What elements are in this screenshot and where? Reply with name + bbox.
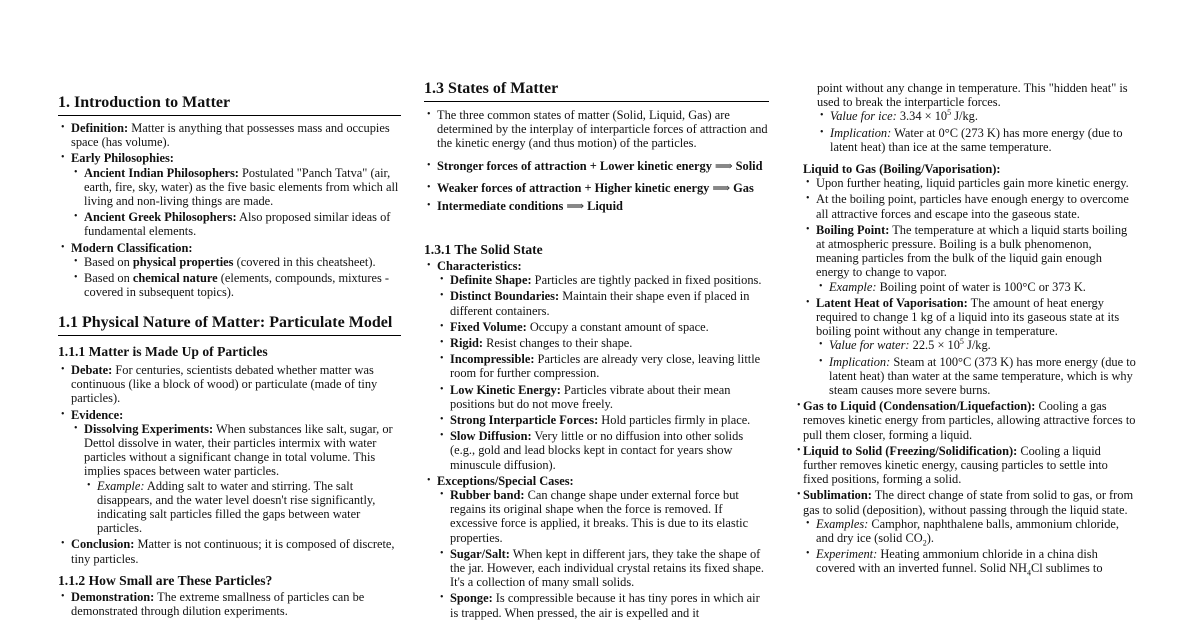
demonstration-label: Demonstration:: [71, 590, 155, 604]
example-label: Example:: [97, 478, 145, 493]
list-item: [58, 151, 401, 238]
indian-philosophers-text: Postulated "Panch Tatva" (air, earth, fire, sky, water) as the five basic elements from which all living and non-living things are made.: [84, 165, 399, 209]
list-item: [58, 408, 401, 536]
text: J/kg.: [951, 109, 978, 124]
text: Slow Diffusion:: [450, 429, 532, 444]
characteristics-label: Characteristics:: [437, 259, 522, 273]
section-heading-states-of-matter: 1.3 States of Matter: [424, 79, 769, 102]
greek-philosophers-label: Ancient Greek Philosophers:: [84, 210, 237, 225]
text: (elements, compounds, mixtures - covered in subsequent topics).: [84, 271, 390, 300]
list-item: [437, 547, 769, 590]
particles-list: [58, 363, 401, 568]
text: 3.34 × 10: [899, 109, 948, 124]
text: Cl sublimes to: [1030, 561, 1103, 576]
text: Stronger forces of attraction + Lower kinetic energy: [437, 158, 712, 173]
text: Cooling a gas removes kinetic energy from particles, allowing attractive forces to pull them closer, forming a liquid.: [803, 399, 1136, 442]
state-change-list: [794, 162, 1136, 578]
indian-philosophers-label: Ancient Indian Philosophers:: [84, 165, 239, 180]
list-item: [58, 363, 401, 406]
section-heading-physical-nature: 1.1 Physical Nature of Matter: Particulate Model: [58, 313, 401, 336]
text: Liquid to Solid (Freezing/Solidification):: [803, 443, 1018, 458]
dissolving-label: Dissolving Experiments:: [84, 421, 214, 436]
solid-state-list: [424, 259, 769, 622]
list-item: [803, 516, 1136, 548]
debate-text: For centuries, scientists debated whether matter was continuous (like a block of wood) or particulate (made of tiny particles).: [71, 363, 378, 406]
text: Value for ice:: [830, 109, 897, 124]
text: Maintain their shape even if placed in different containers.: [450, 289, 750, 318]
text: 2: [922, 538, 927, 548]
subsection-heading-solid-state: 1.3.1 The Solid State: [424, 242, 543, 257]
states-intro-text: The three common states of matter (Solid, Liquid, Gas) are determined by the interplay of interparticle forces of attraction and the kinetic energy (and thus motion) of the particles.: [437, 108, 768, 151]
text: Liquid: [587, 199, 623, 214]
text: Is compressible because it has tiny pores in which air is trapped. When pressed, the air is expelled and it: [450, 591, 760, 620]
text: Fixed Volume:: [450, 319, 527, 334]
solid-condition: [437, 159, 769, 173]
conclusion-label: Conclusion:: [71, 537, 135, 552]
text: Intermediate conditions: [437, 199, 564, 214]
list-item: [437, 488, 769, 545]
text: Particles are already very close, leaving little room for further compression.: [450, 352, 761, 381]
text: Particles vibrate about their mean positions but do not move freely.: [450, 382, 731, 411]
text: Particles are tightly packed in fixed positions.: [531, 273, 762, 288]
text: Implication:: [829, 354, 891, 369]
text: Examples:: [816, 516, 869, 531]
list-item: [424, 181, 769, 195]
text: Can change shape under external force but regains its original shape when the force is removed. If excessive force is applied, it breaks. This is due to its elastic properties.: [450, 488, 749, 545]
list-item: [437, 383, 769, 411]
list-item: [58, 121, 401, 149]
text: Weaker forces of attraction + Higher kinetic energy: [437, 180, 710, 195]
list-item: [424, 474, 769, 620]
text: Distinct Boundaries:: [450, 289, 560, 304]
list-item: [58, 241, 401, 300]
text: Hold particles firmly in place.: [598, 413, 751, 428]
greek-philosophers-text: Also proposed similar ideas of fundamental elements.: [84, 210, 391, 239]
subsection-heading-how-small: 1.1.2 How Small are These Particles?: [58, 573, 273, 588]
example-text: Adding salt to water and stirring. The salt disappears, and the water level doesn't rise significantly, indicating salt particles filled the gaps between water particles.: [97, 478, 376, 536]
list-item: [794, 444, 1136, 487]
list-item: [794, 162, 1136, 397]
list-item: [803, 296, 1136, 397]
subsection-heading-particles: 1.1.1 Matter is Made Up of Particles: [58, 344, 268, 359]
how-small-list: [58, 590, 401, 620]
list-item: [816, 355, 1136, 398]
text: Definite Shape:: [450, 273, 532, 288]
text: 5: [959, 337, 964, 347]
text: 4: [1026, 568, 1031, 578]
text: 5: [947, 108, 952, 118]
text: Example:: [829, 279, 877, 294]
list-item: [437, 289, 769, 317]
list-item: [437, 273, 769, 287]
list-item: [437, 320, 769, 334]
debate-label: Debate:: [71, 363, 113, 377]
gas-condition: [437, 181, 769, 195]
conclusion-text: Matter is not continuous; it is composed of discrete, tiny particles.: [71, 537, 395, 566]
list-item: [71, 271, 401, 299]
text: Sublimation:: [803, 488, 872, 503]
list-item: [794, 488, 1136, 578]
text: The direct change of state from solid to gas, or from gas to solid (deposition), without passing through the liquid state.: [803, 488, 1134, 517]
list-item: [437, 352, 769, 380]
list-item: [816, 280, 1136, 294]
list-item: [424, 159, 769, 173]
definition-label: Definition:: [71, 121, 129, 135]
list-item: [817, 126, 1136, 154]
text: Boiling Point:: [816, 222, 890, 237]
list-item: [437, 413, 769, 427]
text: Solid: [735, 158, 763, 173]
list-item: [71, 210, 401, 238]
text: The amount of heat energy required to change 1 kg of a liquid into its gaseous state at its boiling point without any change in temperature.: [816, 295, 1120, 339]
text: When kept in different jars, they take the shape of the jar. However, each individual crystal retains its fixed shape. It's a collection of many small solids.: [450, 546, 764, 590]
list-item: [803, 192, 1136, 220]
list-item: [816, 338, 1136, 352]
text: ).: [926, 531, 934, 546]
text: Rubber band:: [450, 488, 525, 503]
list-item: [803, 223, 1136, 294]
list-item: [71, 422, 401, 536]
text: Sugar/Salt:: [450, 546, 510, 561]
early-philosophies-label: Early Philosophies:: [71, 151, 174, 166]
implies-arrow-icon: ⟹: [714, 158, 733, 173]
states-list: [424, 108, 769, 215]
text: Water at 0°C (273 K) has more energy (due to latent heat) than ice at the same temperature.: [830, 125, 1123, 154]
list-item: [84, 479, 401, 536]
physical-properties-term: physical properties: [132, 254, 234, 269]
text: 22.5 × 10: [912, 338, 960, 353]
modern-classification-label: Modern Classification:: [71, 240, 193, 255]
list-item: [424, 108, 769, 151]
text: Implication:: [830, 125, 892, 140]
text: Steam at 100°C (373 K) has more energy (due to latent heat) than water at the same temperature, which is why steam causes more severe burns.: [829, 354, 1136, 398]
liquid-to-gas-label: Liquid to Gas (Boiling/Vaporisation):: [803, 162, 1001, 176]
definition-text: Matter is anything that possesses mass and occupies space (has volume).: [71, 121, 390, 150]
list-item: [424, 199, 769, 213]
list-item: [58, 537, 401, 565]
text: The temperature at which a liquid starts boiling at atmospheric pressure. Boiling is a bulk phenomenon, meaning particles from the bulk of the liquid gain enough energy to change to vapor.: [816, 222, 1128, 280]
list-item: [794, 399, 1136, 442]
text: Occupy a constant amount of space.: [526, 319, 709, 334]
text: Rigid:: [450, 336, 484, 351]
text: Very little or no diffusion into other solids (e.g., gold and lead blocks kept in contact for years show minuscule diffusion).: [450, 429, 744, 472]
text: Cooling a liquid further removes kinetic energy, causing particles to settle into fixed positions, forming a solid.: [803, 443, 1108, 487]
liquid-condition: [437, 199, 623, 213]
dissolving-text: When substances like salt, sugar, or Dettol dissolve in water, their particles intermix with water particles without a significant change in total volume. This implies spaces between water particles.: [84, 421, 393, 479]
evidence-label: Evidence:: [71, 407, 124, 422]
text: Heating ammonium chloride in a china dish covered with an inverted funnel. Solid NH: [816, 547, 1098, 576]
list-item: [437, 336, 769, 350]
text: Incompressible:: [450, 352, 535, 367]
text: Sponge:: [450, 591, 493, 606]
list-item: [437, 591, 769, 619]
text: Experiment:: [816, 547, 878, 562]
text: Boiling point of water is 100°C or 373 K.: [876, 279, 1086, 294]
list-item: [803, 547, 1136, 578]
text: At the boiling point, particles have enough energy to overcome all attractive forces and escape into the gaseous state.: [816, 192, 1129, 221]
text: Gas to Liquid (Condensation/Liquefaction):: [803, 399, 1036, 414]
list-item: [71, 255, 401, 269]
text: (covered in this cheatsheet).: [233, 254, 376, 269]
exceptions-label: Exceptions/Special Cases:: [437, 473, 574, 488]
text: Strong Interparticle Forces:: [450, 413, 599, 428]
demonstration-text: The extreme smallness of particles can be demonstrated through dilution experiments.: [71, 590, 365, 619]
list-item: [58, 590, 401, 618]
list-item: [424, 259, 769, 472]
list-item: [803, 176, 1136, 190]
section-heading-introduction: 1. Introduction to Matter: [58, 93, 401, 116]
text: Gas: [733, 180, 754, 195]
list-item: [71, 166, 401, 209]
text: Resist changes to their shape.: [483, 336, 633, 351]
list-item: [437, 429, 769, 472]
introduction-list: [58, 121, 401, 301]
continued-text: point without any change in temperature. This "hidden heat" is used to break the interparticle forces.: [817, 81, 1128, 110]
latent-heat-continuation: [794, 81, 1136, 156]
list-item: [817, 109, 1136, 123]
text: Low Kinetic Energy:: [450, 382, 561, 397]
text: Latent Heat of Vaporisation:: [816, 295, 968, 310]
text: Based on: [84, 254, 133, 269]
text: J/kg.: [963, 338, 991, 353]
implies-arrow-icon: ⟹: [712, 180, 731, 195]
text: Upon further heating, liquid particles gain more kinetic energy.: [816, 176, 1129, 191]
text: Based on: [84, 271, 133, 286]
text: Camphor, naphthalene balls, ammonium chloride, and dry ice (solid CO: [816, 516, 1120, 546]
implies-arrow-icon: ⟹: [566, 199, 585, 214]
chemical-nature-term: chemical nature: [132, 271, 218, 286]
list-item: [794, 81, 1136, 154]
text: Value for water:: [829, 338, 910, 353]
